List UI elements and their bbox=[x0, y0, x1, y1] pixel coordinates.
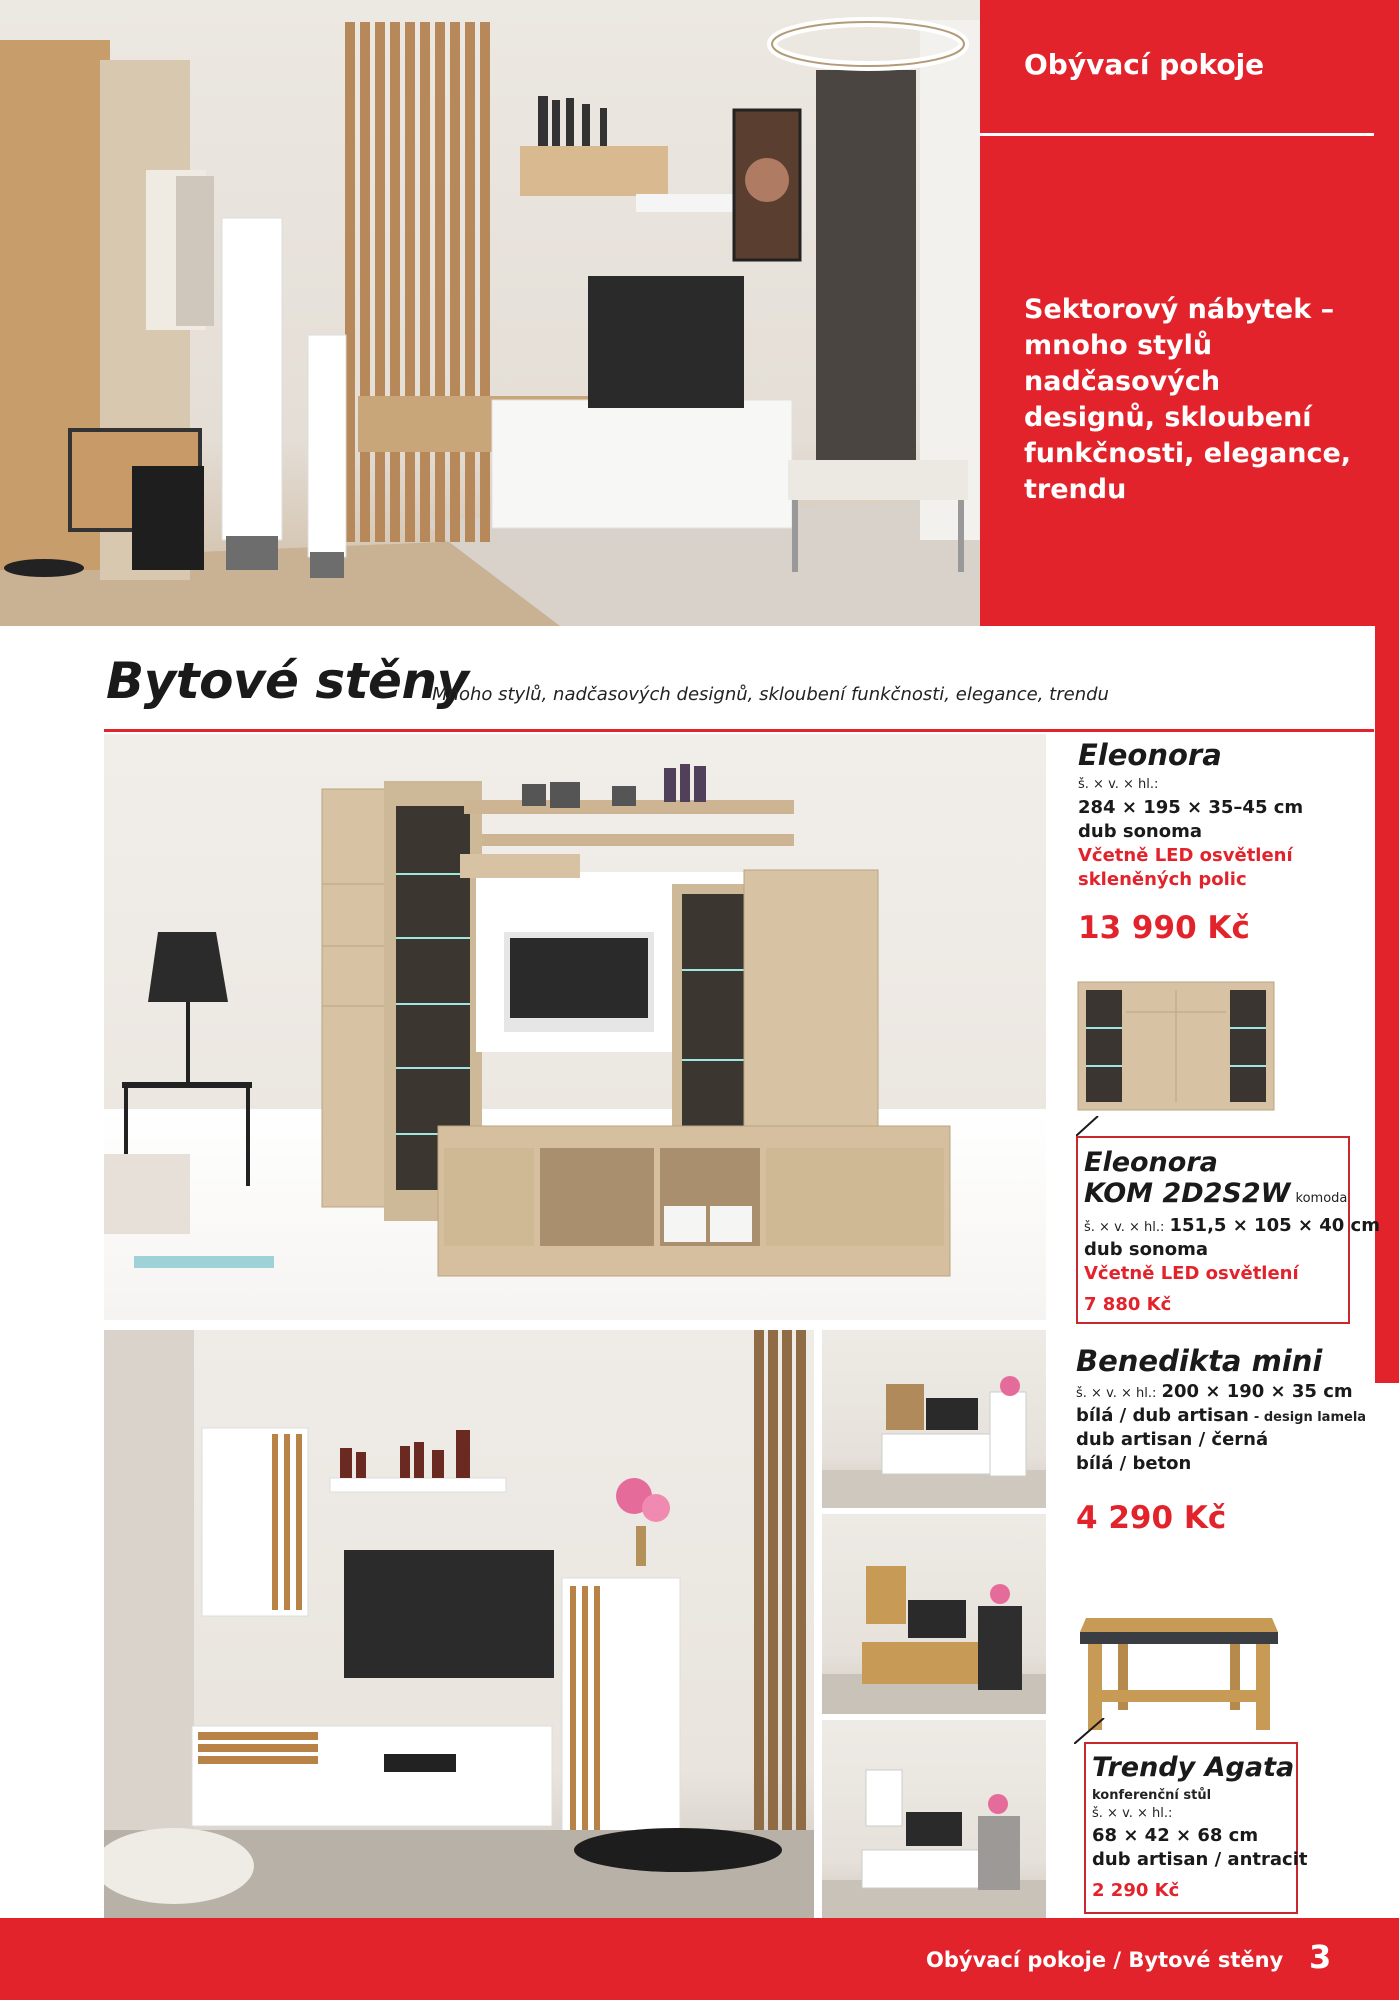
eleonora-kom-name-2: KOM 2D2S2W bbox=[1084, 1178, 1291, 1209]
hero-category-label: Obývací pokoje bbox=[1024, 48, 1265, 81]
benedikta-dims-row bbox=[1076, 1380, 1353, 1404]
section-title: Bytové stěny bbox=[106, 652, 469, 710]
footer-breadcrumb: Obývací pokoje / Bytové stěny bbox=[926, 1948, 1284, 1972]
eleonora-finish: dub sonoma bbox=[1078, 821, 1203, 842]
eleonora-kom-type: komoda bbox=[1295, 1191, 1348, 1206]
eleonora-kom-photo bbox=[1076, 978, 1276, 1118]
benedikta-name: Benedikta mini bbox=[1076, 1344, 1323, 1378]
eleonora-kom-name-row bbox=[1084, 1178, 1347, 1209]
benedikta-variant-1: bílá / dub artisan bbox=[1076, 1405, 1249, 1426]
eleonora-kom-feature: Včetně LED osvětlení bbox=[1084, 1263, 1299, 1284]
trendy-agata-dims: 68 × 42 × 68 cm bbox=[1092, 1825, 1259, 1846]
trendy-agata-dims-label: š. × v. × hl.: bbox=[1092, 1806, 1173, 1821]
trendy-agata-callout-pointer bbox=[1074, 1718, 1114, 1744]
hero-claim: Sektorový nábytek – mnoho stylů nadčasových designů, skloubení funkčnosti, elegance, trendu bbox=[1024, 294, 1352, 505]
benedikta-dims-label: š. × v. × hl.: bbox=[1076, 1386, 1157, 1401]
eleonora-kom-finish: dub sonoma bbox=[1084, 1239, 1209, 1260]
benedikta-variant-row-1 bbox=[1076, 1404, 1366, 1428]
eleonora-kom-callout-pointer bbox=[1076, 1116, 1106, 1136]
side-red-strip bbox=[1375, 626, 1399, 1383]
eleonora-wall-unit-photo bbox=[104, 734, 1046, 1320]
benedikta-variant-3: bílá / beton bbox=[1076, 1453, 1192, 1474]
benedikta-wall-unit-photo bbox=[104, 1330, 814, 1918]
trendy-agata-finish: dub artisan / antracit bbox=[1092, 1849, 1308, 1870]
eleonora-kom-dims-row bbox=[1084, 1214, 1380, 1238]
hero-photo bbox=[0, 0, 980, 626]
eleonora-name: Eleonora bbox=[1078, 738, 1222, 772]
eleonora-feature-2: skleněných polic bbox=[1078, 869, 1247, 890]
trendy-agata-type: konferenční stůl bbox=[1092, 1788, 1212, 1803]
eleonora-feature-1: Včetně LED osvětlení bbox=[1078, 845, 1293, 866]
eleonora-kom-dims: 151,5 × 105 × 40 cm bbox=[1169, 1215, 1380, 1236]
hero-divider bbox=[980, 133, 1374, 136]
trendy-agata-photo bbox=[1078, 1598, 1280, 1738]
benedikta-variant-photo-1 bbox=[822, 1330, 1046, 1508]
section-subtitle: Mnoho stylů, nadčasových designů, skloubení funkčnosti, elegance, trendu bbox=[432, 684, 1109, 705]
eleonora-price: 13 990 Kč bbox=[1078, 910, 1250, 946]
eleonora-dims: 284 × 195 × 35–45 cm bbox=[1078, 797, 1304, 818]
benedikta-variant-1-note: - design lamela bbox=[1253, 1410, 1367, 1425]
eleonora-kom-price: 7 880 Kč bbox=[1084, 1294, 1172, 1315]
trendy-agata-name: Trendy Agata bbox=[1092, 1752, 1295, 1783]
eleonora-kom-name-1: Eleonora bbox=[1084, 1147, 1218, 1178]
section-divider bbox=[104, 729, 1374, 732]
benedikta-variant-2: dub artisan / černá bbox=[1076, 1429, 1269, 1450]
eleonora-dims-label: š. × v. × hl.: bbox=[1078, 777, 1159, 792]
trendy-agata-price: 2 290 Kč bbox=[1092, 1880, 1180, 1901]
eleonora-kom-dims-label: š. × v. × hl.: bbox=[1084, 1220, 1165, 1235]
benedikta-variant-photo-3 bbox=[822, 1720, 1046, 1918]
page-number: 3 bbox=[1309, 1938, 1332, 1976]
benedikta-dims: 200 × 190 × 35 cm bbox=[1161, 1381, 1353, 1402]
benedikta-variant-photo-2 bbox=[822, 1514, 1046, 1714]
benedikta-price: 4 290 Kč bbox=[1076, 1500, 1227, 1536]
